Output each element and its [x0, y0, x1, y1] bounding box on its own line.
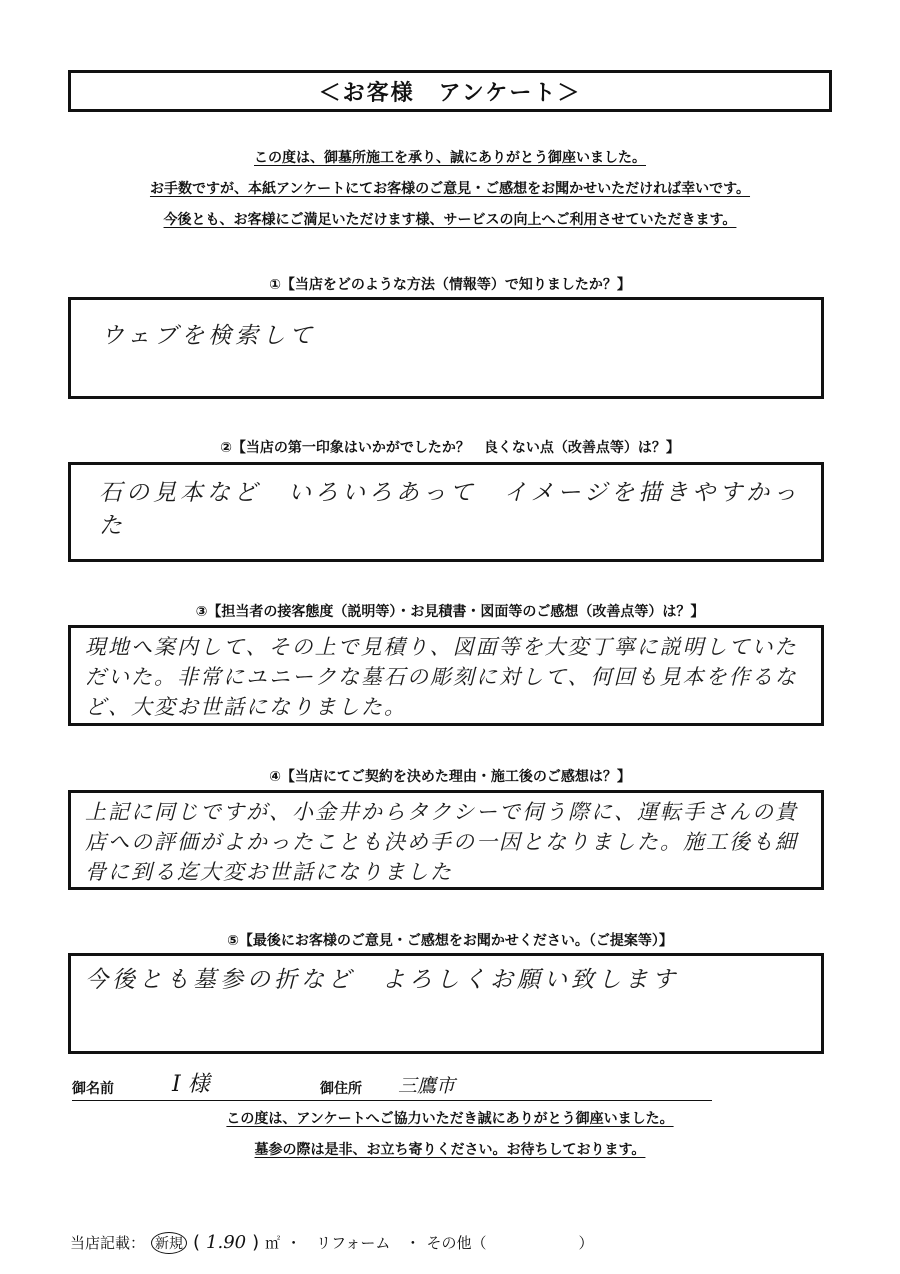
question-3-answer: 現地へ案内して、その上で見積り、図面等を大変丁寧に説明していただいた。非常にユニークな墓石の彫刻に対して、何回も見本を作るなど、大変お世話になりました。: [85, 635, 798, 719]
name-value: I 様: [172, 1072, 210, 1097]
question-4-answer-box: [68, 790, 824, 890]
question-4-label: ④【当店にてご契約を決めた理由・施工後のご感想は？】: [269, 769, 631, 785]
question-1-label: ①【当店をどのような方法（情報等）で知りましたか？】: [269, 277, 631, 293]
question-5-answer-box: [68, 953, 824, 1054]
area-open-paren: (: [193, 1232, 201, 1253]
question-5-label: ⑤【最後にお客様のご意見・ご感想をお聞かせください。（ご提案等）】: [227, 933, 673, 949]
question-5-answer: 今後とも墓参の折など よろしくお願い致します: [85, 967, 679, 993]
signature-row: [72, 1068, 712, 1101]
address-label: 御住所: [320, 1081, 362, 1097]
question-2-answer-box: [68, 462, 824, 562]
store-record-footer: [70, 1232, 593, 1254]
closing-line-2: 墓参の際は是非、お立ち寄りください。お待ちしております。: [254, 1142, 646, 1158]
question-3-label: ③【担当者の接客態度（説明等）・お見積書・図面等のご感想（改善点等）は？】: [195, 604, 705, 620]
area-unit: ㎡: [265, 1234, 281, 1252]
area-value: 1.90: [206, 1232, 247, 1253]
survey-title: ＜お客様 アンケート＞: [68, 70, 832, 112]
question-2-answer: 石の見本など いろいろあって イメージを描きやすかった: [99, 480, 801, 539]
name-label: 御名前: [72, 1081, 114, 1097]
intro-line-1: この度は、御墓所施工を承り、誠にありがとう御座いました。: [254, 150, 646, 166]
question-3-answer-box: [68, 625, 824, 726]
question-4-answer: 上記に同じですが、小金井からタクシーで伺う際に、運転手さんの貴店への評価がよかったことも決め手の一因となりました。施工後も細骨に到る迄大変お世話になりました: [85, 800, 798, 884]
reform-option: ・ リフォーム ・: [286, 1234, 421, 1252]
other-option: その他（: [426, 1234, 487, 1252]
intro-line-2: お手数ですが、本紙アンケートにてお客様のご意見・ご感想をお聞かせいただければ幸いです。: [149, 181, 751, 197]
address-value: 三鷹市: [398, 1075, 456, 1097]
question-1-answer: ウェブを検索して: [101, 323, 317, 349]
other-close: ）: [578, 1234, 594, 1252]
new-option-circled: 新規: [151, 1232, 187, 1254]
store-record-label: 当店記載：: [70, 1234, 146, 1252]
area-close-paren: ): [252, 1232, 260, 1253]
question-2-label: ②【当店の第一印象はいかがでしたか？ 良くない点（改善点等）は？】: [220, 440, 680, 456]
closing-line-1: この度は、アンケートへご協力いただき誠にありがとう御座いました。: [226, 1111, 674, 1127]
question-1-answer-box: [68, 297, 824, 399]
intro-line-3: 今後とも、お客様にご満足いただけます様、サービスの向上へご利用させていただきます。: [163, 212, 737, 228]
